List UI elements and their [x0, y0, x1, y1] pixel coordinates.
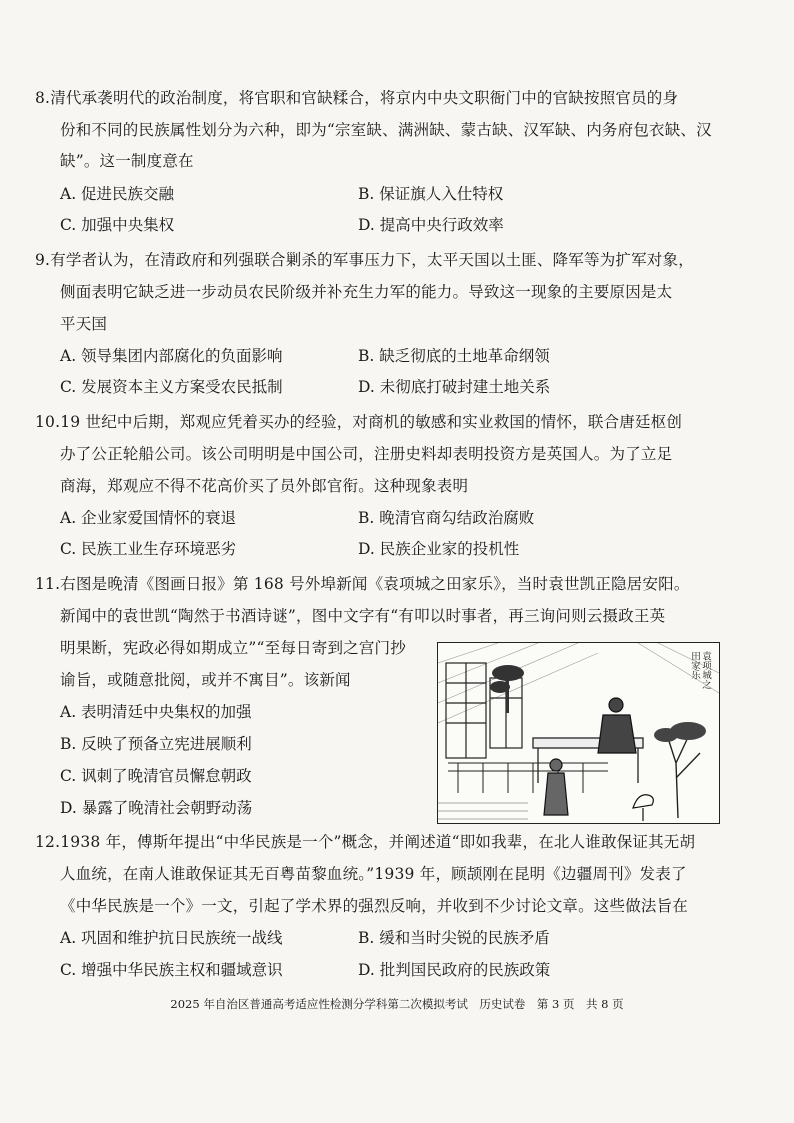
illustration-caption: 袁项城之田家乐	[689, 651, 711, 689]
option-a[interactable]: A. 企业家爱国情怀的衰退	[60, 509, 237, 527]
option-a[interactable]: A. 领导集团内部腐化的负面影响	[60, 347, 283, 365]
option-b[interactable]: B. 保证旗人入仕特权	[358, 185, 504, 203]
question-line: 侧面表明它缺乏进一步动员农民阶级并补充生力军的能力。导致这一现象的主要原因是太	[60, 283, 673, 301]
option-c[interactable]: C. 发展资本主义方案受农民抵制	[60, 378, 283, 396]
question-line: 9.有学者认为，在清政府和列强联合剿杀的军事压力下，太平天国以土匪、降军等为扩军对象，	[35, 251, 694, 269]
question-line: 11.右图是晚清《图画日报》第 168 号外埠新闻《袁项城之田家乐》，当时袁世凯正隐居安阳。	[35, 575, 690, 593]
option-c[interactable]: C. 民族工业生存环境恶劣	[60, 540, 237, 558]
question-line: 商海，郑观应不得不花高价买了员外郎官衔。这种现象表明	[60, 477, 469, 495]
option-d[interactable]: D. 批判国民政府的民族政策	[358, 961, 551, 979]
option-d[interactable]: D. 提高中央行政效率	[358, 216, 504, 234]
option-c[interactable]: C. 讽刺了晚清官员懈怠朝政	[60, 767, 252, 785]
question-line: 12.1938 年，傅斯年提出“中华民族是一个”概念，并阐述道“即如我辈，在北人谁敢保证其无胡	[35, 833, 696, 851]
question-line: 平天国	[60, 315, 108, 333]
option-d[interactable]: D. 民族企业家的投机性	[358, 540, 520, 558]
option-b[interactable]: B. 晚清官商勾结政治腐败	[358, 509, 535, 527]
question-line: 10.19 世纪中后期，郑观应凭着买办的经验，对商机的敏感和实业救国的情怀，联合唐廷枢创	[35, 413, 683, 431]
page-footer: 2025 年自治区普通高考适应性检测分学科第二次模拟考试 历史试卷 第 3 页 共 8 页	[170, 997, 624, 1011]
question-line: 缺”。这一制度意在	[60, 152, 194, 170]
question-line: 8.清代承袭明代的政治制度，将官职和官缺糅合，将京内中央文职衙门中的官缺按照官员的身	[35, 89, 679, 107]
question-line: 份和不同的民族属性划分为六种，即为“宗室缺、满洲缺、蒙古缺、汉军缺、内务府包衣缺、汉	[60, 121, 712, 139]
option-d[interactable]: D. 未彻底打破封建土地关系	[358, 378, 551, 396]
question-line: 谕旨，或随意批阅，或并不寓目”。该新闻	[60, 671, 351, 689]
option-c[interactable]: C. 增强中华民族主权和疆域意识	[60, 961, 283, 979]
option-b[interactable]: B. 缺乏彻底的土地革命纲领	[358, 347, 550, 365]
option-a[interactable]: A. 巩固和维护抗日民族统一战线	[60, 929, 283, 947]
option-b[interactable]: B. 反映了预备立宪进展顺利	[60, 735, 252, 753]
option-a[interactable]: A. 促进民族交融	[60, 185, 175, 203]
question-line: 《中华民族是一个》一文，引起了学术界的强烈反响，并收到不少讨论文章。这些做法旨在	[60, 897, 689, 915]
option-c[interactable]: C. 加强中央集权	[60, 216, 175, 234]
question-line: 新闻中的袁世凯“陶然于书酒诗谜”，图中文字有“有叩以时事者，再三询问则云摄政王英	[60, 607, 666, 625]
question-line: 明果断，宪政必得如期成立”“至每日寄到之宫门抄	[60, 639, 406, 657]
option-a[interactable]: A. 表明清廷中央集权的加强	[60, 703, 252, 721]
newspaper-illustration	[437, 642, 720, 824]
question-line: 人血统，在南人谁敢保证其无百粤苗黎血统。”1939 年，顾颉刚在昆明《边疆周刊》发表了	[60, 865, 687, 883]
question-line: 办了公正轮船公司。该公司明明是中国公司，注册史料却表明投资方是英国人。为了立足	[60, 445, 673, 463]
option-b[interactable]: B. 缓和当时尖锐的民族矛盾	[358, 929, 550, 947]
option-d[interactable]: D. 暴露了晚清社会朝野动荡	[60, 799, 253, 817]
